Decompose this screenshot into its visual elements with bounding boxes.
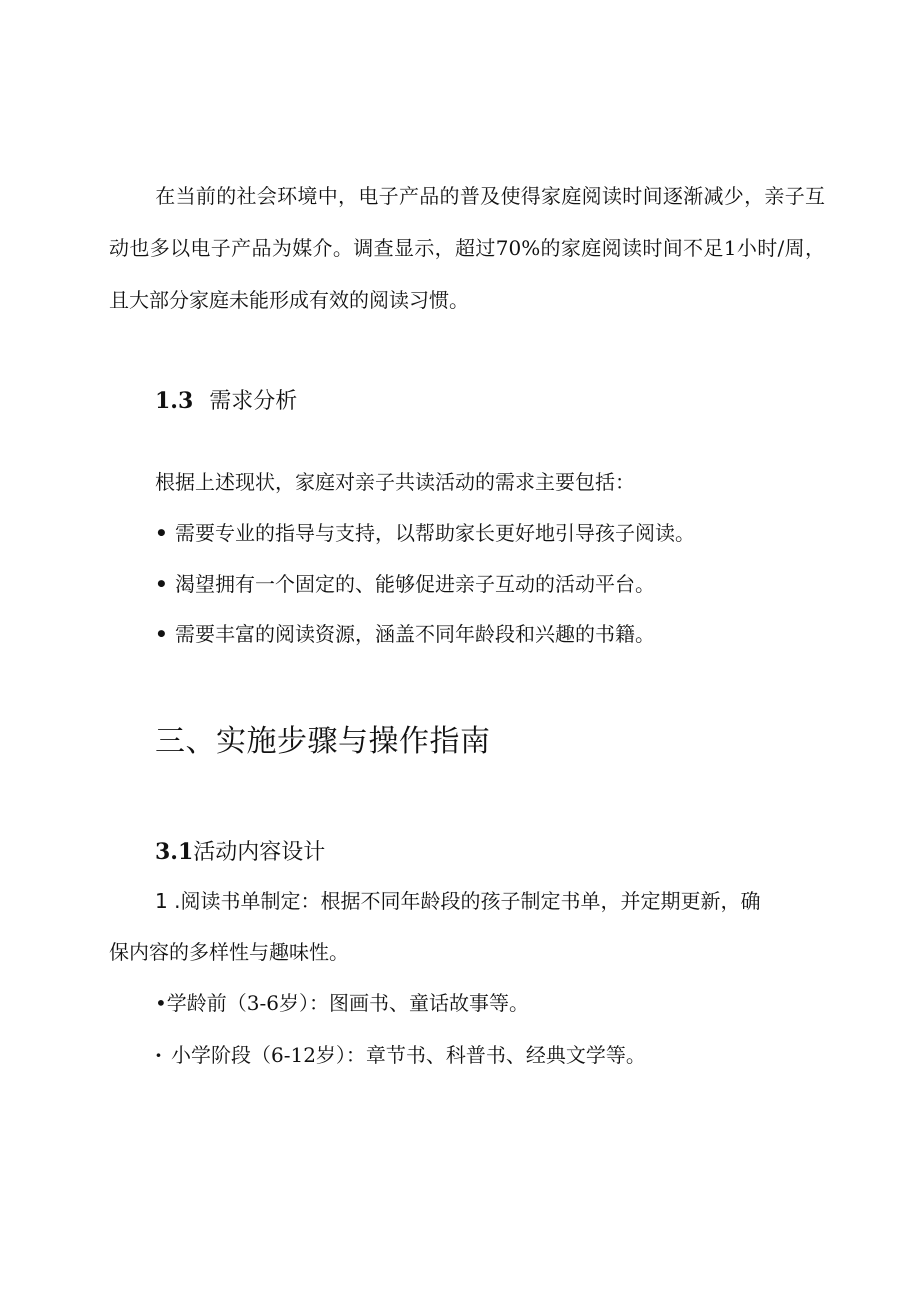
list-item-text: 学龄前（3-6岁）：图画书、童话故事等。 (166, 991, 530, 1015)
list-item (155, 620, 655, 648)
bullet-marker: • (155, 991, 167, 1015)
reading-list-item-continuation: 保内容的多样性与趣味性。 (109, 940, 349, 964)
section-number: 1.3 (155, 388, 194, 414)
list-item (155, 519, 695, 547)
bullet-marker: • (155, 622, 168, 646)
list-item (155, 989, 529, 1017)
chapter-heading: 三、实施步骤与操作指南 (155, 724, 491, 759)
bullet-marker: • (155, 521, 168, 545)
item-label: 1 .阅读书单制定： (155, 889, 321, 913)
list-item-text: 渴望拥有一个固定的、能够促进亲子互动的活动平台。 (175, 572, 655, 596)
section-number: 3.1 (155, 839, 194, 865)
list-item (155, 570, 655, 598)
requirements-lead: 根据上述现状，家庭对亲子共读活动的需求主要包括： (155, 470, 635, 494)
section-title: 需求分析 (209, 389, 298, 414)
bullet-marker: • (155, 572, 168, 596)
bullet-marker: · (155, 1043, 162, 1067)
section-heading-1-3 (155, 386, 297, 417)
intro-paragraph-text: 在当前的社会环境中，电子产品的普及使得家庭阅读时间逐渐减少，亲子互动也多以电子产品为媒介。调查显示，超过70%的家庭阅读时间不足1小时/周，且大部分家庭未能形成有效的阅读习惯。 (109, 184, 825, 312)
list-item-text: 需要专业的指导与支持，以帮助家长更好地引导孩子阅读。 (175, 521, 695, 545)
list-item-text: 小学阶段（6-12岁）：章节书、科普书、经典文学等。 (171, 1043, 646, 1067)
intro-paragraph (109, 170, 825, 326)
item-text-line1: 根据不同年龄段的孩子制定书单，并定期更新，确 (320, 889, 761, 913)
section-heading-3-1 (155, 837, 325, 868)
reading-list-item (155, 887, 760, 915)
section-title: 活动内容设计 (193, 840, 326, 865)
list-item-text: 需要丰富的阅读资源，涵盖不同年龄段和兴趣的书籍。 (175, 622, 655, 646)
list-item (155, 1041, 646, 1069)
